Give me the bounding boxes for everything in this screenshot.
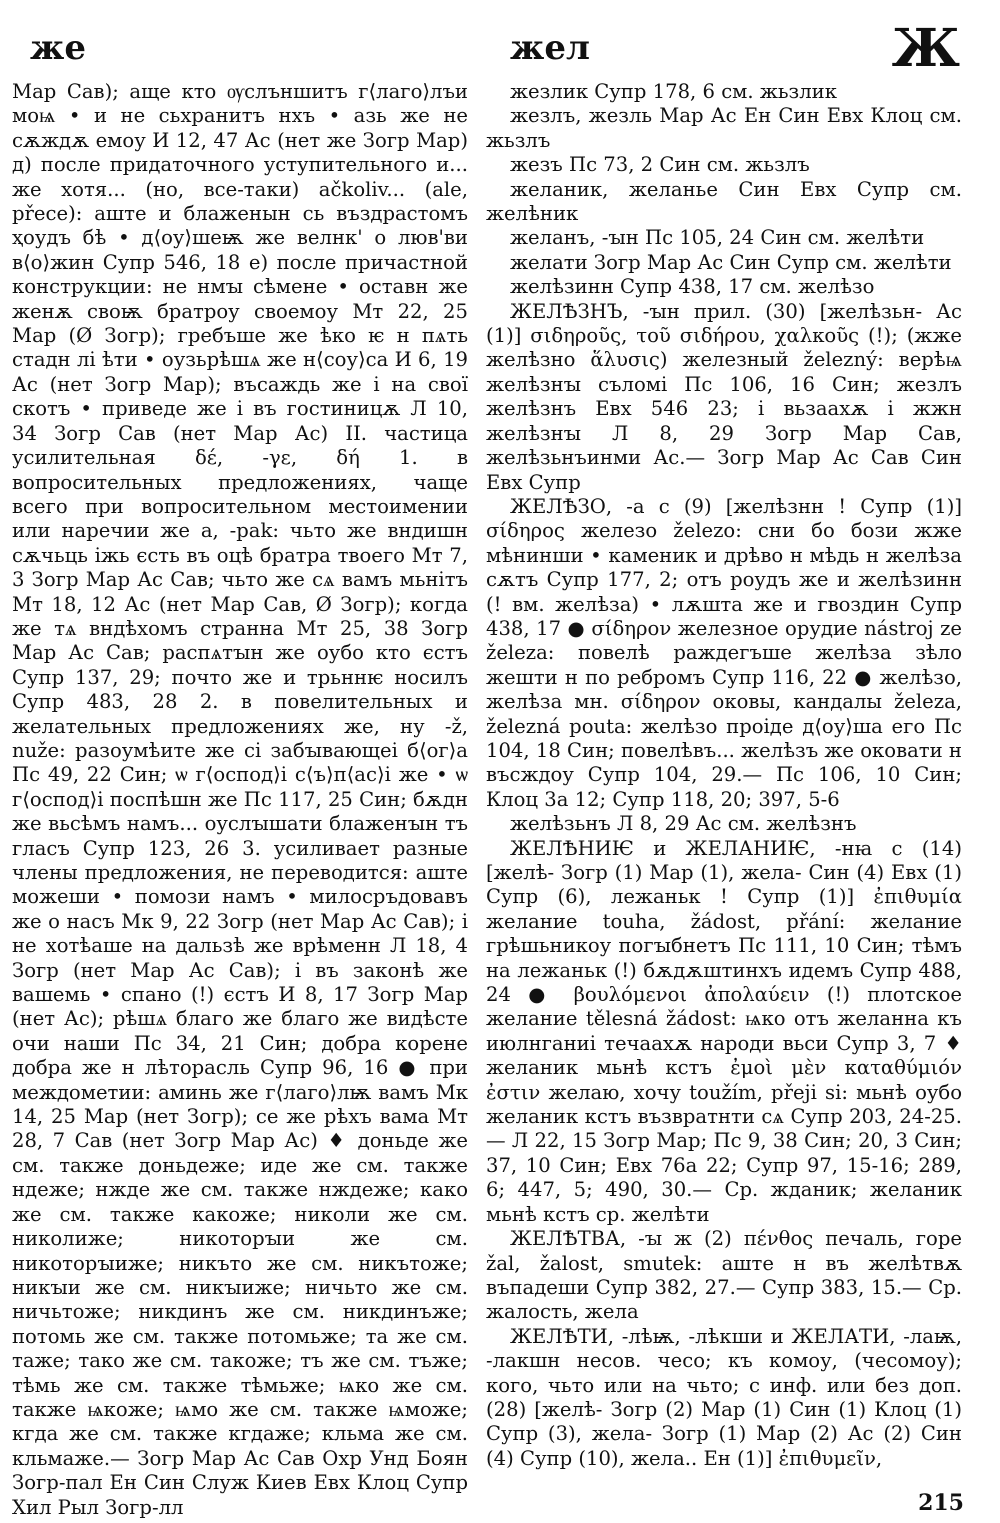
entry-zhezl: жезлъ, жезль Мар Ас Ен Син Евх Клоц см. жьзлъ — [486, 104, 962, 152]
entry-continuation: Мар Сав); аще кто ѹслъншитъ г⟨лаго⟩лъи моѩ • и не сьхранитъ нхъ • азь же не сѫждѫ емоу И 12, 47 Ас (нет же Зогр Мар) д) после придаточного уступительного и... же хотя... (но, все-таки) ačkoliv... (ale, přece): аште и блаженын сь въздрастомъ ҳоудъ бѣ • д⟨оу⟩шеѭ же велнк' о люв'ви в⟨о⟩жин Супр 546, 18 е) после причастной конструкции: не нмꙑ сѣмене • оставн же женѫ своѭ братроу своемоу Мт 22, 25 Мар (Ø Зогр); гребъше же ѣко ѥ н пѧть стадн лі ѣти • оузьрѣшѧ же н⟨соу⟩са И 6, 19 Ас (нет Зогр Мар); въсаждь же і на свої скотъ • приведе же і въ гостиницѫ Л 10, 34 Зогр Сав (нет Мар Ас) II. частица усилительная δέ, -γε, δή 1. в вопросительных предложениях, чаще всего при вопросительном местоимении или наречии же a, -pak: чьто же вндишн сѫчьць іжь єсть въ оцѣ братра твоего Мт 7, 3 Зогр Мар Ас Сав; чьто же сѧ вамъ мьнітъ Мт 18, 12 Ас (нет Мар Сав, Ø Зогр); когда же тѧ вндѣхомъ странна Мт 25, 38 Зогр Мар Ас Сав; распѧтꙑн же оубо кто єстъ Супр 137, 29; почто же и трьннѥ носилъ Супр 483, 28 2. в повелительных и желательных предложениях же, ну -ž, nuže: разоумѣите же сі забꙑвающеі б⟨ог⟩а Пс 49, 22 Син; ѡ г⟨оспод⟩і с⟨ъ⟩п⟨ас⟩і же • ѡ г⟨оспод⟩і поспѣшн же Пс 117, 25 Син; бѫдн же вьсѣмъ намъ... оуслꙑшати блаженꙑн тъ гласъ Супр 123, 26 3. усиливает разные члены предложения, не переводится: аште можеши • помози намъ • милосръдовавъ же о насъ Мк 9, 22 Зогр (нет Мар Ас Сав); і не хотѣаше на дальзѣ же врѣменн Л 18, 4 Зогр (нет Мар Ас Сав); і въ законѣ же вашемь • спано (!) єстъ И 8, 17 Зогр Мар (нет Ас); рѣшѧ благо же благо же видѣсте очи наши Пс 34, 21 Син; добра корене добра же н лѣторасль Супр 96, 16 ● при междометии: аминь же г⟨лаго⟩лѭ вамъ Мк 14, 25 Мар (нет Зогр); се же рѣхъ вама Мт 28, 7 Сав (нет Зогр Мар Ас) ♦ доньде же см. также доньдеже; иде же см. также ндеже; нжде же см. также нждеже; како же см. также какоже; николи же см. николиже; никоторꙑи же см. никоторꙑиже; никъто же см. никътоже; никꙑи же см. никꙑиже; ничьто же см. ничьтоже; никдинъ же см. никдинъже; потомь же см. также потомьже; та же см. таже; тако же см. такоже; тъ же см. тъже; тѣмь же см. также тѣмьже; ѩко же см. также ѩкоже; ѩмо же см. также ѩможе; кгда же см. также кгдаже; кльма же см. кльмаже.— Зогр Мар Ас Сав Охр Унд Боян Зогр-пал Ен Син Служ Киев Евх Клоц Супр Хил Рыл Зогр-лл — [12, 80, 468, 1519]
header-center-catchword: жел — [510, 28, 590, 68]
entry-zhezlik: жезлик Супр 178, 6 см. жьзлик — [510, 80, 837, 103]
right-column — [486, 80, 962, 1470]
entry-zheletva: ЖЕЛѢТВА, -ꙑ ж (2) πένθος печаль, горе žal, žalost, smutek: аште н въ желѣтвѫ въпадеши Супр 382, 27.— Супр 383, 15.— Ср. жалость, жела — [486, 1227, 962, 1324]
entry-zhelezn: ЖЕЛѢЗНЪ, -ꙑн прил. (30) [желѣзьн- Ас (1)] σιδηροῦς, τοῦ σιδήρου, χαλκοῦς (!); (жже желѣзно ἅλυσις) железный železný: верѣѩ желѣзнꙑ съломі Пс 106, 16 Син; жезлъ желѣзнъ Евх 546 23; і вьзаахѫ і жжн желѣзнꙑ Л 8, 29 Зогр Мар Сав, желѣзьнъинми Ас.— Зогр Мар Ас Сав Син Евх Супр — [486, 299, 962, 494]
entry-zhelezn-ref: желѣзьнъ Л 8, 29 Ас см. желѣзнъ — [510, 812, 857, 836]
entry-zheleti: ЖЕЛѢТИ, -лѣѭ, -лѣкши и ЖЕЛАТИ, -лаѭ, -лакшн несов. чесо; къ комоу, (чесомоу); кого, чьто или на чьто; с инф. или без доп. (28) [желѣ- Зогр (2) Мар (1) Син (1) Клоц (1) Супр (3), жела- Зогр (1) Мар (2) Ас (2) Син (4) Супр (10), жела.. Ен (1)] ἐπιθυμεῖν, — [486, 1324, 962, 1470]
entry-zhelezinn: желѣзинн Супр 438, 17 см. желѣзо — [510, 275, 875, 299]
entry-zhez: жезъ Пс 73, 2 Син см. жьзлъ — [510, 153, 810, 177]
header-section-letter: Ж — [891, 18, 960, 79]
left-column — [12, 80, 468, 1519]
entry-zhelanik: желаник, желанье Син Евх Супр см. желѣник — [486, 177, 962, 226]
entry-zhelati-ref: желати Зогр Мар Ас Син Супр см. желѣти — [510, 250, 952, 274]
running-header — [0, 18, 1000, 82]
entry-zhelan: желанъ, -ꙑн Пс 105, 24 Син см. желѣти — [510, 226, 925, 250]
entry-zhelezo: ЖЕЛѢЗО, -а с (9) [желѣзнн ! Супр (1)] σίδηρος железо železo: сни бо бози жже мѣнинши • каменик и дрѣво н мѣдь н желѣза сѫтъ Супр 177, 2; отъ роудъ же и желѣзинн (! вм. желѣза) • лѫшта же и гвоздин Супр 438, 17 ● σίδηρον железное орудие nástroj ze železa: повелѣ раждегъше желѣза зѣло жешти н по ребромъ Супр 116, 22 ● желѣзо, желѣза мн. σίδηρον оковы, кандалы železa, železná pouta: желѣзо проіде д⟨оу⟩ша его Пс 104, 18 Син; повелѣвъ... желѣзъ же оковати н въсждоу Супр 104, 29.— Пс 106, 10 Син; Клоц 3а 12; Супр 118, 20; 397, 5-6 — [486, 494, 962, 811]
page-number: 215 — [918, 1490, 964, 1516]
header-left-catchword: же — [30, 28, 86, 68]
entry-zhelenie: ЖЕЛѢНИѤ и ЖЕЛАНИѤ, -нꙗ с (14) [желѣ- Зогр (1) Мар (1), жела- Син (4) Евх (1) Супр (6), лежаньк ! Супр (1)] ἐπιθυμία желание touha, žádost, přání: желание грѣшьникоу погꙑбнетъ Пс 111, 10 Син; тѣмъ на лежаньк (!) бѫдѫштинхъ идемъ Супр 488, 24 ● βουλόμενοι ἀπολαύειν (!) плотское желание tělesná žádost: ѩко отъ желанна къ июлнганиі течаахѫ народи вьси Супр 3, 7 ♦ желаник мьнѣ кстъ ἐμοὶ μὲν καταθύμιόν ἐστιν желаю, хочу toužím, přeji si: мьнѣ оубо желаник кстъ възвратнти сѧ Супр 203, 24-25.— Л 22, 15 Зогр Мар; Пс 9, 38 Син; 20, 3 Син; 37, 10 Син; Евх 76а 22; Супр 97, 15-16; 289, 6; 447, 5; 490, 30.— Ср. жданик; желаник мьнѣ кстъ ср. желѣти — [486, 836, 962, 1226]
